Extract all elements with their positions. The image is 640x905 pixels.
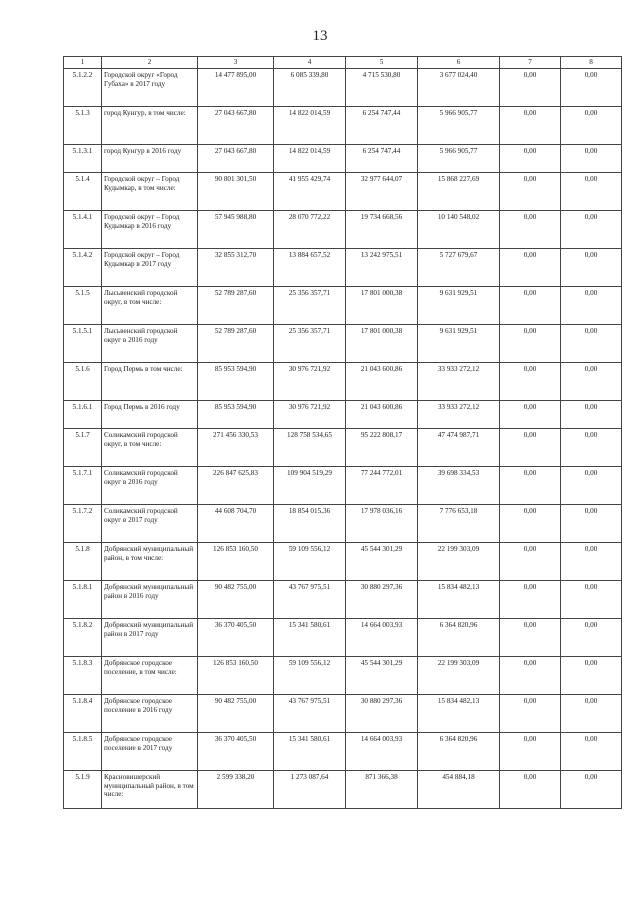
- cell-col4: 43 767 975,51: [274, 695, 346, 733]
- cell-col8: 0,00: [561, 581, 622, 619]
- cell-col6: 5 727 679,67: [418, 249, 500, 287]
- cell-col6: 5 966 905,77: [418, 107, 500, 145]
- row-name: Соликамский городской округ в 2016 году: [102, 467, 198, 505]
- cell-col6: 15 834 482,13: [418, 581, 500, 619]
- cell-col5: 21 043 600,86: [346, 401, 418, 429]
- row-code: 5.1.8.3: [64, 657, 102, 695]
- cell-col3: 126 853 160,50: [198, 657, 274, 695]
- cell-col5: 45 544 301,29: [346, 657, 418, 695]
- cell-col5: 45 544 301,29: [346, 543, 418, 581]
- cell-col4: 15 341 580,61: [274, 619, 346, 657]
- cell-col8: 0,00: [561, 287, 622, 325]
- row-code: 5.1.7.2: [64, 505, 102, 543]
- cell-col7: 0,00: [500, 325, 561, 363]
- row-name: Город Пермь в 2016 году: [102, 401, 198, 429]
- cell-col3: 27 043 667,80: [198, 107, 274, 145]
- table-row: [64, 401, 622, 429]
- cell-col5: 17 801 000,38: [346, 325, 418, 363]
- cell-col3: 85 953 594,90: [198, 363, 274, 401]
- row-name: Лысьвенский городской округ, в том числе:: [102, 287, 198, 325]
- cell-col5: 14 664 003,93: [346, 619, 418, 657]
- cell-col3: 52 789 287,60: [198, 325, 274, 363]
- cell-col7: 0,00: [500, 211, 561, 249]
- table-row: [64, 771, 622, 809]
- cell-col8: 0,00: [561, 543, 622, 581]
- table-row: [64, 107, 622, 145]
- cell-col3: 32 855 312,70: [198, 249, 274, 287]
- cell-col5: 17 801 000,38: [346, 287, 418, 325]
- cell-col4: 30 976 721,92: [274, 363, 346, 401]
- row-name: Добрянский муниципальный район в 2017 году: [102, 619, 198, 657]
- cell-col3: 14 477 895,00: [198, 69, 274, 107]
- row-code: 5.1.7: [64, 429, 102, 467]
- row-name: Красновишерский муниципальный район, в том числе:: [102, 771, 198, 809]
- cell-col8: 0,00: [561, 733, 622, 771]
- row-name: Добрянское городское поселение в 2017 году: [102, 733, 198, 771]
- cell-col4: 25 356 357,71: [274, 325, 346, 363]
- row-name: Городской округ – Город Кудымкар, в том числе:: [102, 173, 198, 211]
- cell-col6: 9 631 929,51: [418, 287, 500, 325]
- row-name: Добрянский муниципальный район, в том числе:: [102, 543, 198, 581]
- row-name: Добрянский муниципальный район в 2016 году: [102, 581, 198, 619]
- cell-col7: 0,00: [500, 107, 561, 145]
- cell-col6: 22 199 303,09: [418, 543, 500, 581]
- cell-col7: 0,00: [500, 657, 561, 695]
- cell-col6: 10 140 548,02: [418, 211, 500, 249]
- cell-col8: 0,00: [561, 771, 622, 809]
- table-row: [64, 657, 622, 695]
- cell-col6: 5 966 905,77: [418, 145, 500, 173]
- row-name: Соликамский городской округ в 2017 году: [102, 505, 198, 543]
- cell-col4: 59 109 556,12: [274, 657, 346, 695]
- table-row: [64, 733, 622, 771]
- row-name: Городской округ «Город Губаха» в 2017 году: [102, 69, 198, 107]
- cell-col3: 226 847 625,83: [198, 467, 274, 505]
- cell-col8: 0,00: [561, 107, 622, 145]
- column-header: 6: [418, 57, 500, 69]
- cell-col6: 22 199 303,09: [418, 657, 500, 695]
- cell-col7: 0,00: [500, 695, 561, 733]
- cell-col5: 21 043 600,86: [346, 363, 418, 401]
- cell-col8: 0,00: [561, 401, 622, 429]
- cell-col6: 3 677 024,40: [418, 69, 500, 107]
- cell-col7: 0,00: [500, 69, 561, 107]
- cell-col4: 109 904 519,29: [274, 467, 346, 505]
- cell-col7: 0,00: [500, 619, 561, 657]
- cell-col7: 0,00: [500, 581, 561, 619]
- cell-col4: 41 955 429,74: [274, 173, 346, 211]
- column-numbers-row: [64, 57, 622, 69]
- cell-col6: 33 933 272,12: [418, 363, 500, 401]
- cell-col6: 39 698 334,53: [418, 467, 500, 505]
- cell-col3: 36 370 405,50: [198, 733, 274, 771]
- row-name: Добрянское городское поселение, в том числе:: [102, 657, 198, 695]
- cell-col8: 0,00: [561, 695, 622, 733]
- cell-col8: 0,00: [561, 145, 622, 173]
- row-code: 5.1.3.1: [64, 145, 102, 173]
- cell-col8: 0,00: [561, 467, 622, 505]
- cell-col6: 7 776 653,18: [418, 505, 500, 543]
- cell-col5: 871 366,38: [346, 771, 418, 809]
- cell-col4: 13 884 657,52: [274, 249, 346, 287]
- row-code: 5.1.8.2: [64, 619, 102, 657]
- cell-col5: 17 978 036,16: [346, 505, 418, 543]
- table-row: [64, 695, 622, 733]
- row-name: Добрянское городское поселение в 2016 году: [102, 695, 198, 733]
- cell-col8: 0,00: [561, 429, 622, 467]
- column-header: 8: [561, 57, 622, 69]
- cell-col3: 271 456 330,53: [198, 429, 274, 467]
- table-row: [64, 173, 622, 211]
- cell-col7: 0,00: [500, 771, 561, 809]
- row-code: 5.1.8.4: [64, 695, 102, 733]
- cell-col5: 30 880 297,36: [346, 581, 418, 619]
- table-row: [64, 429, 622, 467]
- cell-col8: 0,00: [561, 363, 622, 401]
- cell-col6: 15 834 482,13: [418, 695, 500, 733]
- cell-col8: 0,00: [561, 619, 622, 657]
- cell-col3: 90 482 755,00: [198, 695, 274, 733]
- table-row: [64, 581, 622, 619]
- cell-col4: 18 854 015,36: [274, 505, 346, 543]
- cell-col7: 0,00: [500, 287, 561, 325]
- row-code: 5.1.8.5: [64, 733, 102, 771]
- cell-col4: 15 341 580,61: [274, 733, 346, 771]
- cell-col3: 27 043 667,80: [198, 145, 274, 173]
- cell-col7: 0,00: [500, 249, 561, 287]
- row-code: 5.1.6: [64, 363, 102, 401]
- cell-col4: 6 085 339,80: [274, 69, 346, 107]
- cell-col3: 90 482 755,00: [198, 581, 274, 619]
- cell-col6: 6 364 820,96: [418, 619, 500, 657]
- cell-col4: 30 976 721,92: [274, 401, 346, 429]
- cell-col8: 0,00: [561, 657, 622, 695]
- cell-col4: 14 822 014,59: [274, 107, 346, 145]
- cell-col4: 25 356 357,71: [274, 287, 346, 325]
- cell-col7: 0,00: [500, 173, 561, 211]
- cell-col7: 0,00: [500, 429, 561, 467]
- cell-col5: 32 977 644,07: [346, 173, 418, 211]
- row-name: Город Пермь в том числе:: [102, 363, 198, 401]
- row-name: город Кунгур в 2016 году: [102, 145, 198, 173]
- column-header: 2: [102, 57, 198, 69]
- cell-col7: 0,00: [500, 145, 561, 173]
- row-code: 5.1.8.1: [64, 581, 102, 619]
- cell-col3: 2 599 338,20: [198, 771, 274, 809]
- cell-col3: 85 953 594,90: [198, 401, 274, 429]
- cell-col7: 0,00: [500, 543, 561, 581]
- row-code: 5.1.3: [64, 107, 102, 145]
- cell-col8: 0,00: [561, 173, 622, 211]
- cell-col5: 77 244 772,01: [346, 467, 418, 505]
- cell-col5: 95 222 808,17: [346, 429, 418, 467]
- cell-col7: 0,00: [500, 505, 561, 543]
- cell-col5: 13 242 975,51: [346, 249, 418, 287]
- column-header: 1: [64, 57, 102, 69]
- cell-col5: 6 254 747,44: [346, 145, 418, 173]
- cell-col6: 33 933 272,12: [418, 401, 500, 429]
- row-code: 5.1.7.1: [64, 467, 102, 505]
- row-code: 5.1.4: [64, 173, 102, 211]
- table-row: [64, 363, 622, 401]
- cell-col5: 14 664 003,93: [346, 733, 418, 771]
- row-code: 5.1.4.2: [64, 249, 102, 287]
- cell-col6: 6 364 820,96: [418, 733, 500, 771]
- row-name: Городской округ – Город Кудымкар в 2017 году: [102, 249, 198, 287]
- cell-col7: 0,00: [500, 733, 561, 771]
- cell-col5: 19 734 668,56: [346, 211, 418, 249]
- column-header: 7: [500, 57, 561, 69]
- cell-col3: 44 608 704,70: [198, 505, 274, 543]
- cell-col4: 28 070 772,22: [274, 211, 346, 249]
- cell-col8: 0,00: [561, 249, 622, 287]
- table-row: [64, 543, 622, 581]
- cell-col5: 6 254 747,44: [346, 107, 418, 145]
- cell-col8: 0,00: [561, 69, 622, 107]
- cell-col6: 454 884,18: [418, 771, 500, 809]
- column-header: 4: [274, 57, 346, 69]
- cell-col7: 0,00: [500, 363, 561, 401]
- cell-col3: 52 789 287,60: [198, 287, 274, 325]
- cell-col4: 14 822 014,59: [274, 145, 346, 173]
- table-row: [64, 467, 622, 505]
- cell-col3: 126 853 160,50: [198, 543, 274, 581]
- cell-col4: 43 767 975,51: [274, 581, 346, 619]
- cell-col6: 47 474 987,71: [418, 429, 500, 467]
- column-header: 3: [198, 57, 274, 69]
- cell-col8: 0,00: [561, 505, 622, 543]
- cell-col8: 0,00: [561, 211, 622, 249]
- row-code: 5.1.4.1: [64, 211, 102, 249]
- row-code: 5.1.6.1: [64, 401, 102, 429]
- row-name: Лысьвенский городской округ в 2016 году: [102, 325, 198, 363]
- budget-table: [63, 56, 622, 809]
- row-code: 5.1.5.1: [64, 325, 102, 363]
- cell-col5: 30 880 297,36: [346, 695, 418, 733]
- table-row: [64, 145, 622, 173]
- cell-col7: 0,00: [500, 467, 561, 505]
- table-row: [64, 249, 622, 287]
- page-number: 13: [312, 28, 328, 44]
- table-row: [64, 287, 622, 325]
- table-row: [64, 211, 622, 249]
- cell-col6: 15 868 227,69: [418, 173, 500, 211]
- cell-col6: 9 631 929,51: [418, 325, 500, 363]
- table-row: [64, 619, 622, 657]
- row-name: город Кунгур, в том числе:: [102, 107, 198, 145]
- cell-col4: 59 109 556,12: [274, 543, 346, 581]
- row-code: 5.1.5: [64, 287, 102, 325]
- column-header: 5: [346, 57, 418, 69]
- cell-col4: 1 273 087,64: [274, 771, 346, 809]
- row-code: 5.1.2.2: [64, 69, 102, 107]
- table-row: [64, 325, 622, 363]
- table-row: [64, 69, 622, 107]
- cell-col4: 128 758 534,65: [274, 429, 346, 467]
- cell-col3: 90 801 301,50: [198, 173, 274, 211]
- cell-col5: 4 715 530,80: [346, 69, 418, 107]
- table-row: [64, 505, 622, 543]
- row-code: 5.1.8: [64, 543, 102, 581]
- row-name: Городской округ – Город Кудымкар в 2016 году: [102, 211, 198, 249]
- row-code: 5.1.9: [64, 771, 102, 809]
- cell-col3: 57 945 988,80: [198, 211, 274, 249]
- cell-col8: 0,00: [561, 325, 622, 363]
- row-name: Соликамский городской округ, в том числе:: [102, 429, 198, 467]
- cell-col7: 0,00: [500, 401, 561, 429]
- cell-col3: 36 370 405,50: [198, 619, 274, 657]
